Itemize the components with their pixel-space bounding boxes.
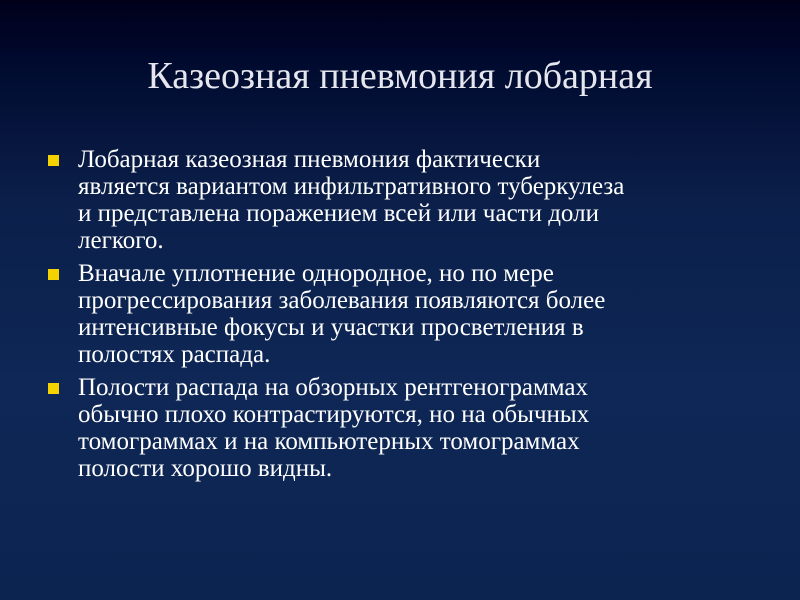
bullet-line: Вначале уплотнение однородное, но по мере <box>78 260 554 287</box>
bullet-text <box>78 374 748 482</box>
bullet-line: и представлена поражением всей или части доли <box>78 200 599 227</box>
top-band <box>0 0 800 50</box>
bullet-line: томограммах и на компьютерных томограммах <box>78 428 580 455</box>
bullet-line: прогрессирования заболевания появляются более <box>78 287 606 314</box>
bullet-line: Полости распада на обзорных рентгенограммах <box>78 374 589 401</box>
bullet-line: интенсивные фокусы и участки просветления в <box>78 314 584 341</box>
square-bullet-icon <box>48 269 59 280</box>
bullet-text <box>78 146 748 254</box>
bullet-item <box>48 374 748 482</box>
square-bullet-icon <box>48 155 59 166</box>
bullet-line: полости хорошо видны. <box>78 455 333 482</box>
bullet-line: легкого. <box>78 227 164 254</box>
bullet-line: обычно плохо контрастируются, но на обычных <box>78 401 590 428</box>
bullet-text <box>78 260 748 368</box>
bullet-line: полостях распада. <box>78 341 271 368</box>
bullet-line: Лобарная казеозная пневмония фактически <box>78 146 541 173</box>
bullet-item <box>48 146 748 254</box>
square-bullet-icon <box>48 383 59 394</box>
bullet-item <box>48 260 748 368</box>
slide-title: Казеозная пневмония лобарная <box>147 55 653 97</box>
bullet-line: является вариантом инфильтративного туберкулеза <box>78 173 625 200</box>
bullet-list <box>48 146 748 488</box>
